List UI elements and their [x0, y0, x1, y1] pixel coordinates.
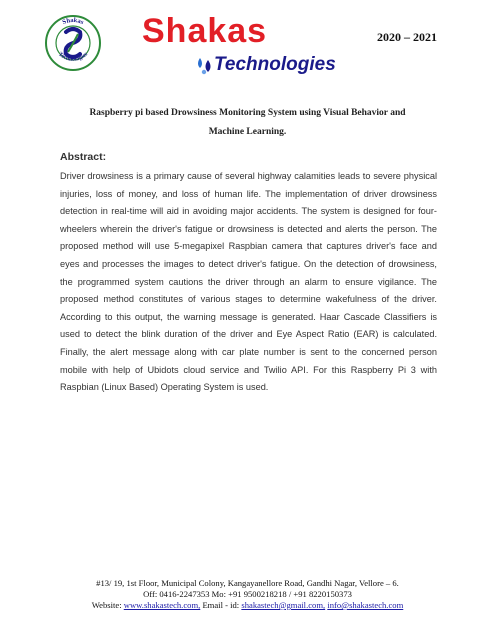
- footer-links: [40, 600, 455, 611]
- company-seal-logo: [44, 14, 102, 72]
- title-line-1: Raspberry pi based Drowsiness Monitoring System using Visual Behavior and: [89, 108, 406, 118]
- footer-address: #13/ 19, 1st Floor, Municipal Colony, Kangayanellore Road, Gandhi Nagar, Vellore – 6.: [96, 578, 399, 588]
- academic-year: 2020 – 2021: [377, 30, 437, 44]
- brand-name: Shakas: [142, 12, 268, 50]
- seal-text-top: Shakas: [61, 16, 85, 27]
- footer-contact: [40, 578, 455, 611]
- title-line-2: Machine Learning.: [208, 127, 287, 137]
- email-link-2[interactable]: info@shakastech.com: [327, 600, 404, 610]
- document-title: [80, 104, 415, 142]
- abstract-heading: Abstract:: [60, 151, 107, 163]
- water-drops-icon: [194, 54, 216, 76]
- footer-phone: Off: 0416-2247353 Mo: +91 9500218218 / +91 8220150373: [143, 589, 352, 599]
- email-link-1[interactable]: shakastech@gmail.com,: [241, 600, 326, 610]
- email-label: Email - id:: [202, 600, 240, 610]
- brand-tagline: Technologies: [214, 54, 336, 75]
- abstract-body: Driver drowsiness is a primary cause of several highway calamities leads to severe physical injuries, loss of money, and loss of human life. The implementation of driver drowsiness detection in real-time will aid in avoiding major accidents. The system is designed for four-wheelers wherein the driver's fatigue or drowsiness is detected and alerts the person. The proposed method will use 5-megapixel Raspbian camera that captures driver's face and eyes and processes the images to detect driver's fatigue. On the detection of drowsiness, the programmed system cautions the driver through an alarm to ensure vigilance. The proposed method constitutes of various stages to determine wakefulness of the driver. According to this output, the warning message is generated. Haar Cascade Classifiers is used to detect the blink duration of the driver and Eye Aspect Ratio (EAR) is calculated. Finally, the alert message along with car plate number is sent to the concerned person mobile with help of Ubidots cloud service and Twilio API. For this Raspberry Pi 3 with Raspbian (Linux Based) Operating System is used.: [60, 171, 437, 393]
- website-link[interactable]: www.shakastech.com,: [123, 600, 201, 610]
- brand-wordmark: [104, 10, 336, 82]
- website-label: Website:: [91, 600, 122, 610]
- seal-text-bottom: Technologies: [56, 51, 90, 63]
- letterhead: [44, 10, 464, 80]
